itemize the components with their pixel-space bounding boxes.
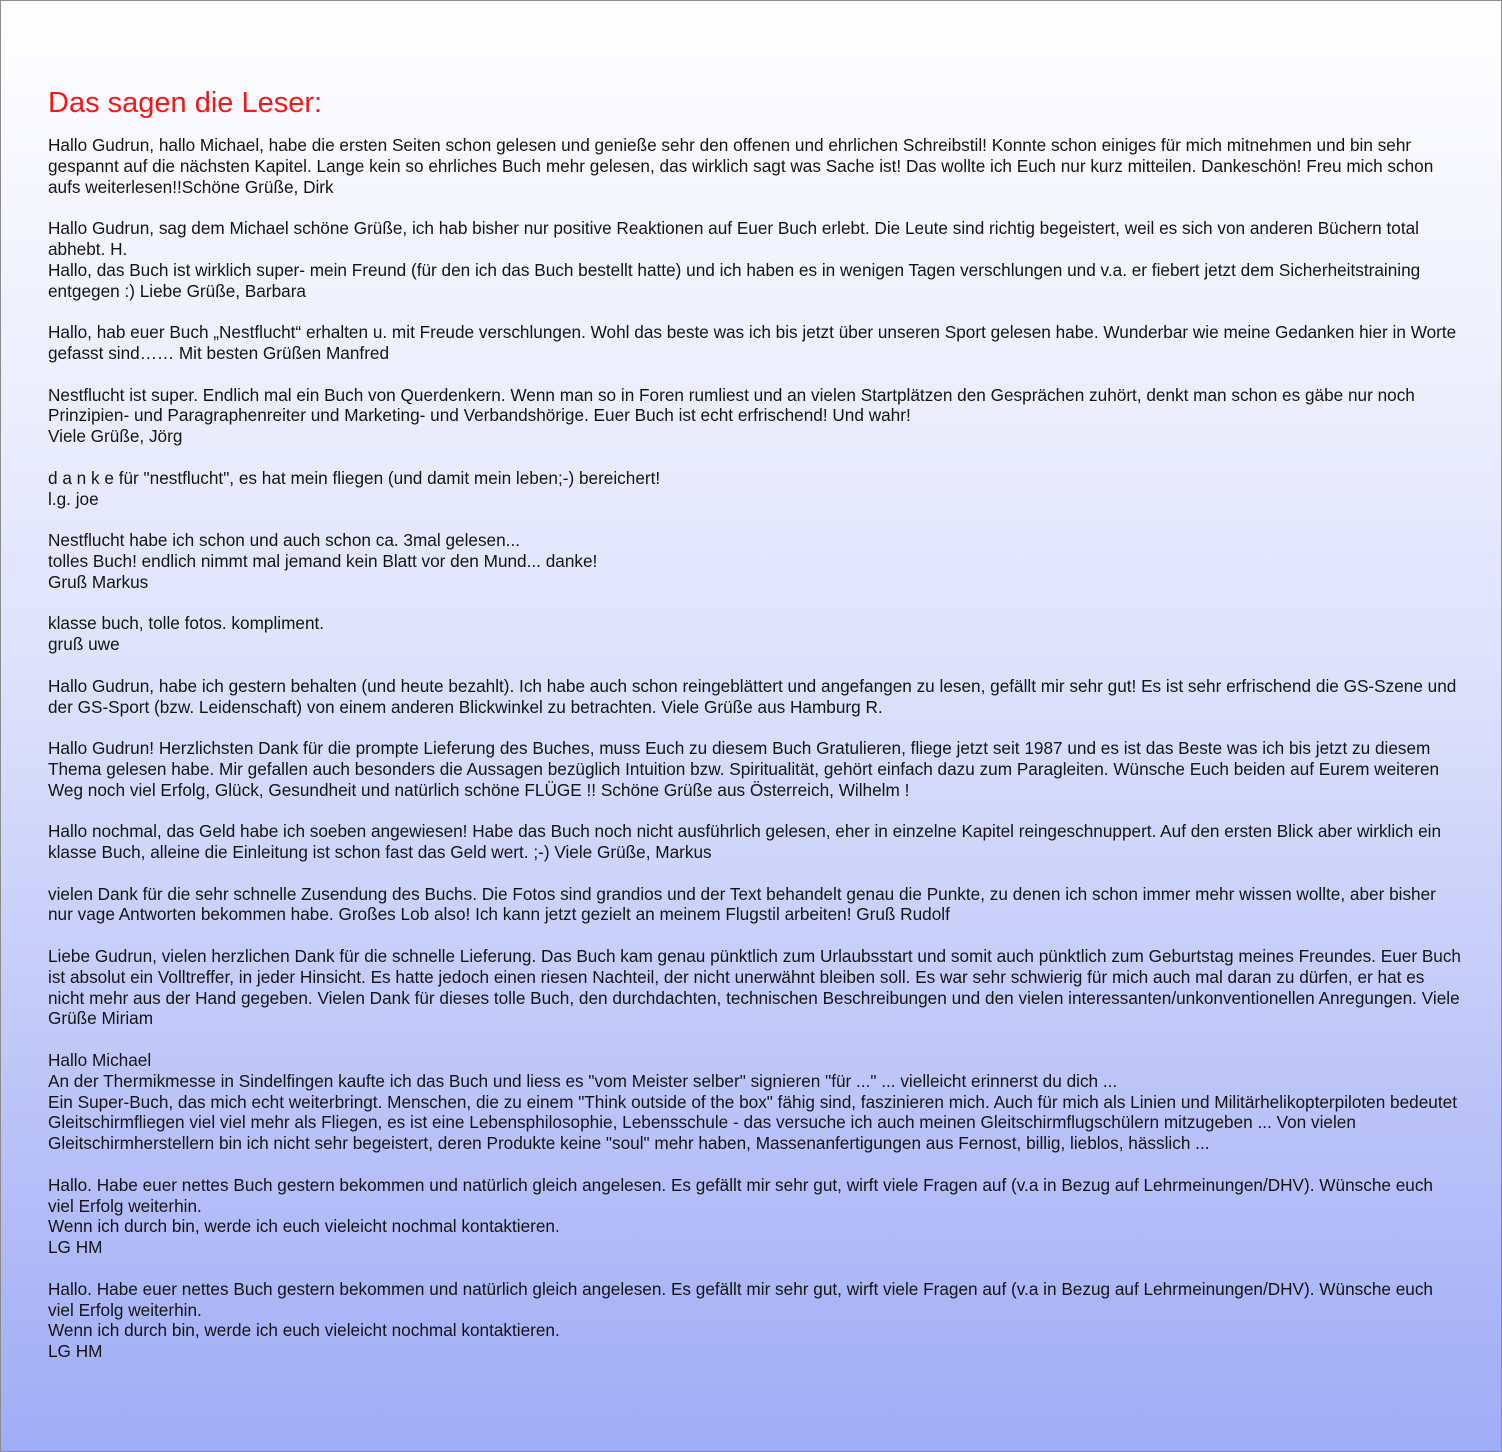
comment-line: Hallo. Habe euer nettes Buch gestern bekommen und natürlich gleich angelesen. Es gefällt mir sehr gut, wirft viele Fragen auf (v.a in Bezug auf Lehrmeinungen/DHV). Wünsche euch viel Erfolg weiterhin. [48, 1174, 1433, 1216]
reader-comment [48, 1175, 1461, 1258]
reader-comment [48, 322, 1461, 364]
comment-line: Hallo, hab euer Buch „Nestflucht“ erhalten u. mit Freude verschlungen. Wohl das beste was ich bis jetzt über unseren Sport gelesen habe. Wunderbar wie meine Gedanken hier in Worte gefasst sind…… Mit besten Grüßen Manfred [48, 322, 1457, 363]
comment-line: Viele Grüße, Jörg [48, 426, 183, 447]
reader-comment [48, 821, 1461, 863]
comment-line: d a n k e für "nestflucht", es hat mein fliegen (und damit mein leben;-) bereichert! [48, 467, 661, 488]
reader-comment [48, 738, 1461, 800]
comment-line: Ein Super-Buch, das mich echt weiterbringt. Menschen, die zu einem "Think outside of the box" fähig sind, faszinieren mich. Auch für mich als Linien und Militärhelikopterpiloten bedeutet Gleitschirmfliegen viel viel mehr als Fliegen, es ist eine Lebensphilosophie, Lebensschule - das versuche ich auch meinen Gleitschirmflugschülern mitzugeben ... Von vielen Gleitschirmherstellern bin ich nicht sehr begeistert, deren Produkte keine "soul" mehr haben, Massenanfertigungen aus Fernost, billig, lieblos, hässlich ... [48, 1091, 1457, 1154]
comment-line: Hallo Gudrun! Herzlichsten Dank für die prompte Lieferung des Buches, muss Euch zu diesem Buch Gratulieren, fliege jetzt seit 1987 und es ist das Beste was ich bis jetzt zu diesem Thema gelesen habe. Mir gefallen auch besonders die Aussagen bezüglich Intuition bzw. Spiritualität, gehört einfach dazu zum Paragleiten. Wünsche Euch beiden auf Eurem weiteren Weg noch viel Erfolg, Glück, Gesundheit und natürlich schöne FLÜGE !! Schöne Grüße aus Österreich, Wilhelm ! [48, 738, 1440, 800]
page-title: Das sagen die Leser: [48, 87, 323, 119]
comment-line: Nestflucht habe ich schon und auch schon ca. 3mal gelesen... [48, 530, 520, 551]
comment-line: Hallo Gudrun, hallo Michael, habe die ersten Seiten schon gelesen und genieße sehr den offenen und ehrlichen Schreibstil! Konnte schon einiges für mich mitnehmen und bin sehr gespannt auf die nächsten Kapitel. Lange kein so ehrliches Buch mehr gelesen, das wirklich sagt was Sache ist! Das wollte ich Euch nur kurz mitteilen. Dankeschön! Freu mich schon aufs weiterlesen!!Schöne Grüße, Dirk [48, 135, 1434, 197]
comment-line: Gruß Markus [48, 571, 149, 592]
comment-line: Hallo nochmal, das Geld habe ich soeben angewiesen! Habe das Buch noch nicht ausführlich gelesen, eher in einzelne Kapitel reingeschnuppert. Auf den ersten Blick aber wirklich ein klasse Buch, alleine die Einleitung ist schon fast das Geld wert. ;-) Viele Grüße, Markus [48, 821, 1442, 863]
reader-comment [48, 1050, 1461, 1154]
comment-line: Nestflucht ist super. Endlich mal ein Buch von Querdenkern. Wenn man so in Foren rumliest und an vielen Startplätzen den Gesprächen zuhört, denkt man schon es gäbe nur noch Prinzipien- und Paragraphenreiter und Marketing- und Verbandshörige. Euer Buch ist echt erfrischend! Und wahr! [48, 384, 1415, 426]
reader-comment [48, 135, 1461, 197]
comment-line: vielen Dank für die sehr schnelle Zusendung des Buchs. Die Fotos sind grandios und der Text behandelt genau die Punkte, zu denen ich schon immer mehr wissen wollte, aber bisher nur vage Antworten bekommen habe. Großes Lob also! Ich kann jetzt gezielt an meinem Flugstil arbeiten! Gruß Rudolf [48, 883, 1436, 925]
comment-line: An der Thermikmesse in Sindelfingen kaufte ich das Buch und liess es "vom Meister selber" signieren "für ..." ... vielleicht erinnerst du dich ... [48, 1070, 1118, 1091]
comment-line: Wenn ich durch bin, werde ich euch vieleicht nochmal kontaktieren. [48, 1320, 560, 1341]
comment-line: Hallo Gudrun, habe ich gestern behalten (und heute bezahlt). Ich habe auch schon reingeblättert und angefangen zu lesen, gefällt mir sehr gut! Es ist sehr erfrischend die GS-Szene und der GS-Sport (bzw. Leidenschaft) von einem anderen Blickwinkel zu betrachten. Viele Grüße aus Hamburg R. [48, 675, 1457, 717]
reader-comment [48, 613, 1461, 655]
comment-line: LG HM [48, 1341, 103, 1362]
reader-comment [48, 468, 1461, 510]
reader-comment [48, 1279, 1461, 1362]
reader-comment [48, 676, 1461, 718]
reader-comment [48, 218, 1461, 301]
comment-line: klasse buch, tolle fotos. kompliment. [48, 613, 325, 634]
comment-line: Hallo, das Buch ist wirklich super- mein Freund (für den ich das Buch bestellt hatte) und ich haben es in wenigen Tagen verschlungen und v.a. er fiebert jetzt dem Sicherheitstraining entgegen :) Liebe Grüße, Barbara [48, 259, 1421, 301]
reader-comment [48, 946, 1461, 1029]
reader-comments-list [48, 135, 1461, 1362]
comment-line: Liebe Gudrun, vielen herzlichen Dank für die schnelle Lieferung. Das Buch kam genau pünktlich zum Urlaubsstart und somit auch pünktlich zum Geburtstag meines Freundes. Euer Buch ist absolut ein Volltreffer, in jeder Hinsicht. Es hatte jedoch einen riesen Nachteil, der nicht unerwähnt bleiben soll. Es war sehr schwierig für mich auch mal daran zu dürfen, er hat es nicht mehr aus der Hand gegeben. Vielen Dank für dieses tolle Buch, den durchdachten, technischen Beschreibungen und den vielen interessanten/unkonventionellen Anregungen. Viele Grüße Miriam [48, 946, 1461, 1029]
reader-comment [48, 530, 1461, 592]
comment-line: Wenn ich durch bin, werde ich euch vieleicht nochmal kontaktieren. [48, 1216, 560, 1237]
comment-line: Hallo. Habe euer nettes Buch gestern bekommen und natürlich gleich angelesen. Es gefällt mir sehr gut, wirft viele Fragen auf (v.a in Bezug auf Lehrmeinungen/DHV). Wünsche euch viel Erfolg weiterhin. [48, 1278, 1433, 1320]
comment-line: gruß uwe [48, 634, 120, 655]
comment-line: Hallo Gudrun, sag dem Michael schöne Grüße, ich hab bisher nur positive Reaktionen auf Euer Buch erlebt. Die Leute sind richtig begeistert, weil es sich von anderen Büchern total abhebt. H. [48, 218, 1419, 259]
comment-line: tolles Buch! endlich nimmt mal jemand kein Blatt vor den Mund... danke! [48, 550, 598, 571]
comment-line: Hallo Michael [48, 1050, 152, 1071]
reader-comment [48, 385, 1461, 447]
comment-line: LG HM [48, 1237, 103, 1258]
reader-comment [48, 884, 1461, 926]
comment-line: l.g. joe [48, 488, 99, 509]
